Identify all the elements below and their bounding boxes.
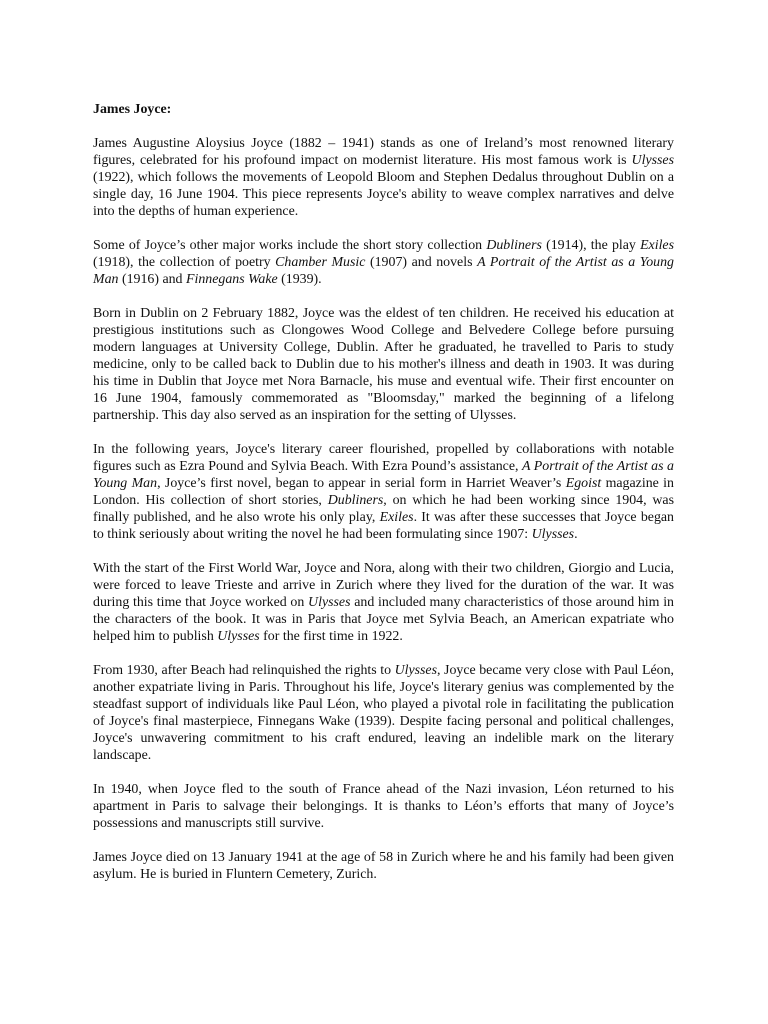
text-run: , on which he had been working since 1904, was finally published, and he also wrote his only play, (93, 493, 674, 525)
italic-title: Ulysses (394, 663, 438, 678)
body-paragraph (93, 441, 674, 543)
text-run: (1939). (277, 272, 322, 287)
text-run: With the start of the First World War, Joyce and Nora, along with their two children, Giorgio and Lucia, were forced to leave Trieste and arrive in Zurich where they lived for the duration of the war. It was during this time that Joyce worked on (93, 561, 674, 610)
text-run: (1914), the play (541, 238, 641, 253)
text-run: Born in Dublin on 2 February 1882, Joyce was the eldest of ten children. He received his education at prestigious institutions such as Clongowes Wood College and Belvedere College before pursuing modern languages at University College, Dublin. After he graduated, he travelled to Paris to study medicine, only to be called back to Dublin due to his mother's illness and death in 1903. It was during his time in Dublin that Joyce met Nora Barnacle, his muse and eventual wife. Their first encounter on 16 June 1904, famously commemorated as "Bloomsday," marked the beginning of a lifelong partnership. This day also served as an inspiration for the setting of Ulysses. (93, 306, 674, 423)
italic-title: A Portrait of the Artist as a Young Man (93, 459, 674, 491)
text-run: , Joyce’s first novel, began to appear in serial form in Harriet Weaver’s (157, 476, 566, 491)
text-run: . It was after these successes that Joyce began to think seriously about writing the novel he had been formulating since 1907: (93, 510, 674, 542)
document-page (93, 101, 674, 900)
italic-title: Exiles (379, 510, 414, 525)
text-run: James Augustine Aloysius Joyce (1882 – 1941) stands as one of Ireland’s most renowned literary figures, celebrated for his profound impact on modernist literature. His most famous work is (93, 136, 674, 168)
italic-title: A Portrait of the Artist as a Young Man (93, 255, 675, 287)
body-paragraph (93, 662, 674, 764)
text-run: , Joyce became very close with Paul Léon, another expatriate living in Paris. Throughout his life, Joyce's literary genius was complemented by the steadfast support of individuals like Paul Léon, who played a pivotal role in facilitating the publication of Joyce's final masterpiece, Finnegans Wake (1939). Despite facing personal and political challenges, Joyce's unwavering commitment to his craft endured, leaving an indelible mark on the literary landscape. (93, 663, 674, 763)
italic-title: Dubliners (486, 238, 542, 253)
body-paragraph (93, 560, 674, 645)
body-paragraph (93, 135, 674, 220)
text-run: (1922), which follows the movements of Leopold Bloom and Stephen Dedalus throughout Dublin on a single day, 16 June 1904. This piece represents Joyce's ability to weave complex narratives and delve into the depths of human experience. (93, 170, 674, 219)
document-heading: James Joyce: (93, 102, 172, 117)
body-paragraph (93, 305, 674, 424)
italic-title: Finnegans Wake (185, 272, 278, 287)
text-run: (1918), the collection of poetry (93, 255, 276, 270)
text-run: (1907) and novels (365, 255, 478, 270)
italic-title: Dubliners (327, 493, 384, 508)
body-paragraph (93, 237, 674, 288)
text-run: Some of Joyce’s other major works include the short story collection (93, 238, 487, 253)
text-run: James Joyce died on 13 January 1941 at the age of 58 in Zurich where he and his family had been given asylum. He is buried in Fluntern Cemetery, Zurich. (93, 850, 674, 882)
text-run: and included many characteristics of those around him in the characters of the book. It was in Paris that Joyce met Sylvia Beach, an American expatriate who helped him to publish (93, 595, 674, 644)
italic-title: Egoist (565, 476, 602, 491)
text-run: for the first time in 1922. (259, 629, 403, 644)
text-run: . (574, 527, 578, 542)
text-run: In the following years, Joyce's literary career flourished, propelled by collaborations with notable figures such as Ezra Pound and Sylvia Beach. With Ezra Pound’s assistance, (93, 442, 674, 474)
italic-title: Exiles (640, 238, 675, 253)
italic-title: Ulysses (217, 629, 260, 644)
text-run: In 1940, when Joyce fled to the south of France ahead of the Nazi invasion, Léon returned to his apartment in Paris to salvage their belongings. It is thanks to Léon’s efforts that many of Joyce’s possessions and manuscripts still survive. (93, 782, 674, 831)
body-paragraph (93, 781, 674, 832)
document-body (93, 135, 674, 883)
text-run: From 1930, after Beach had relinquished the rights to (93, 663, 395, 678)
italic-title: Chamber Music (275, 255, 366, 270)
text-run: (1916) and (118, 272, 186, 287)
italic-title: Ulysses (308, 595, 351, 610)
body-paragraph (93, 849, 674, 883)
italic-title: Ulysses (631, 153, 674, 168)
text-run: magazine in London. His collection of short stories, (93, 476, 674, 508)
italic-title: Ulysses (531, 527, 575, 542)
